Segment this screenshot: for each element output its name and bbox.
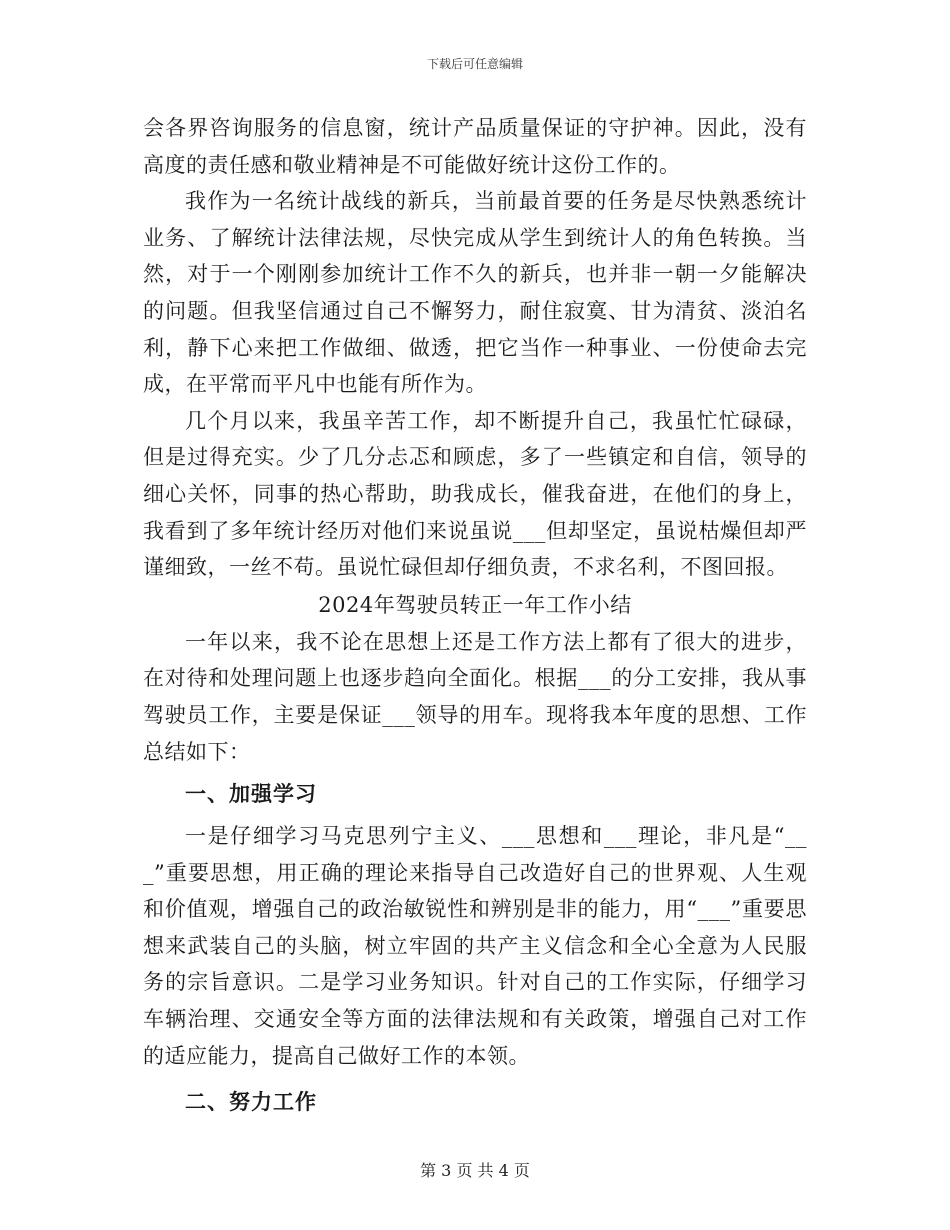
section-heading-2: 二、努力工作 [185,1090,317,1115]
paragraph-2: 我作为一名统计战线的新兵，当前最首要的任务是尽快熟悉统计业务、了解统计法律法规，尽快完成从学生到统计人的角色转换。当然，对于一个刚刚参加统计工作不久的新兵，也并非一朝一夕能解决的问题。但我坚信通过自己不懈努力，耐住寂寞、甘为清贫、淡泊名利，静下心来把工作做细、做透，把它当作一种事业、一份使命去完成，在平常而平凡中也能有所作为。 [143,189,807,397]
header-note: 下载后可任意编辑 [426,57,523,71]
document-body [143,110,807,1126]
paragraph-4: 一年以来，我不论在思想上还是工作方法上都有了很大的进步，在对待和处理问题上也逐步趋向全面化。根据___的分工安排，我从事驾驶员工作，主要是保证___领导的用车。现将我本年度的思想、工作总结如下： [143,629,807,764]
paragraph-5: 一是仔细学习马克思列宁主义、___思想和___理论，非凡是“___”重要思想，用正确的理论来指导自己改造好自己的世界观、人生观和价值观，增强自己的政治敏锐性和辨别是非的能力，用“___”重要思想来武装自己的头脑，树立牢固的共产主义信念和全心全意为人民服务的宗旨意识。二是学习业务知识。针对自己的工作实际，仔细学习车辆治理、交通安全等方面的法律法规和有关政策，增强自己对工作的适应能力，提高自己做好工作的本领。 [143,824,807,1068]
paragraph-1: 会各界咨询服务的信息窗，统计产品质量保证的守护神。因此，没有高度的责任感和敬业精神是不可能做好统计这份工作的。 [143,116,807,177]
paragraph-3: 几个月以来，我虽辛苦工作，却不断提升自己，我虽忙忙碌碌，但是过得充实。少了几分忐忑和顾虑，多了一些镇定和自信，领导的细心关怀，同事的热心帮助，助我成长，催我奋进，在他们的身上，我看到了多年统计经历对他们来说虽说___但却坚定，虽说枯燥但却严谨细致，一丝不苟。虽说忙碌但却仔细负责，不求名利，不图回报。 [143,408,807,580]
document-title: 2024年驾驶员转正一年工作小结 [318,592,632,617]
section-heading-1: 一、加强学习 [185,782,317,807]
page-number: 第 3 页 共 4 页 [420,1161,530,1180]
